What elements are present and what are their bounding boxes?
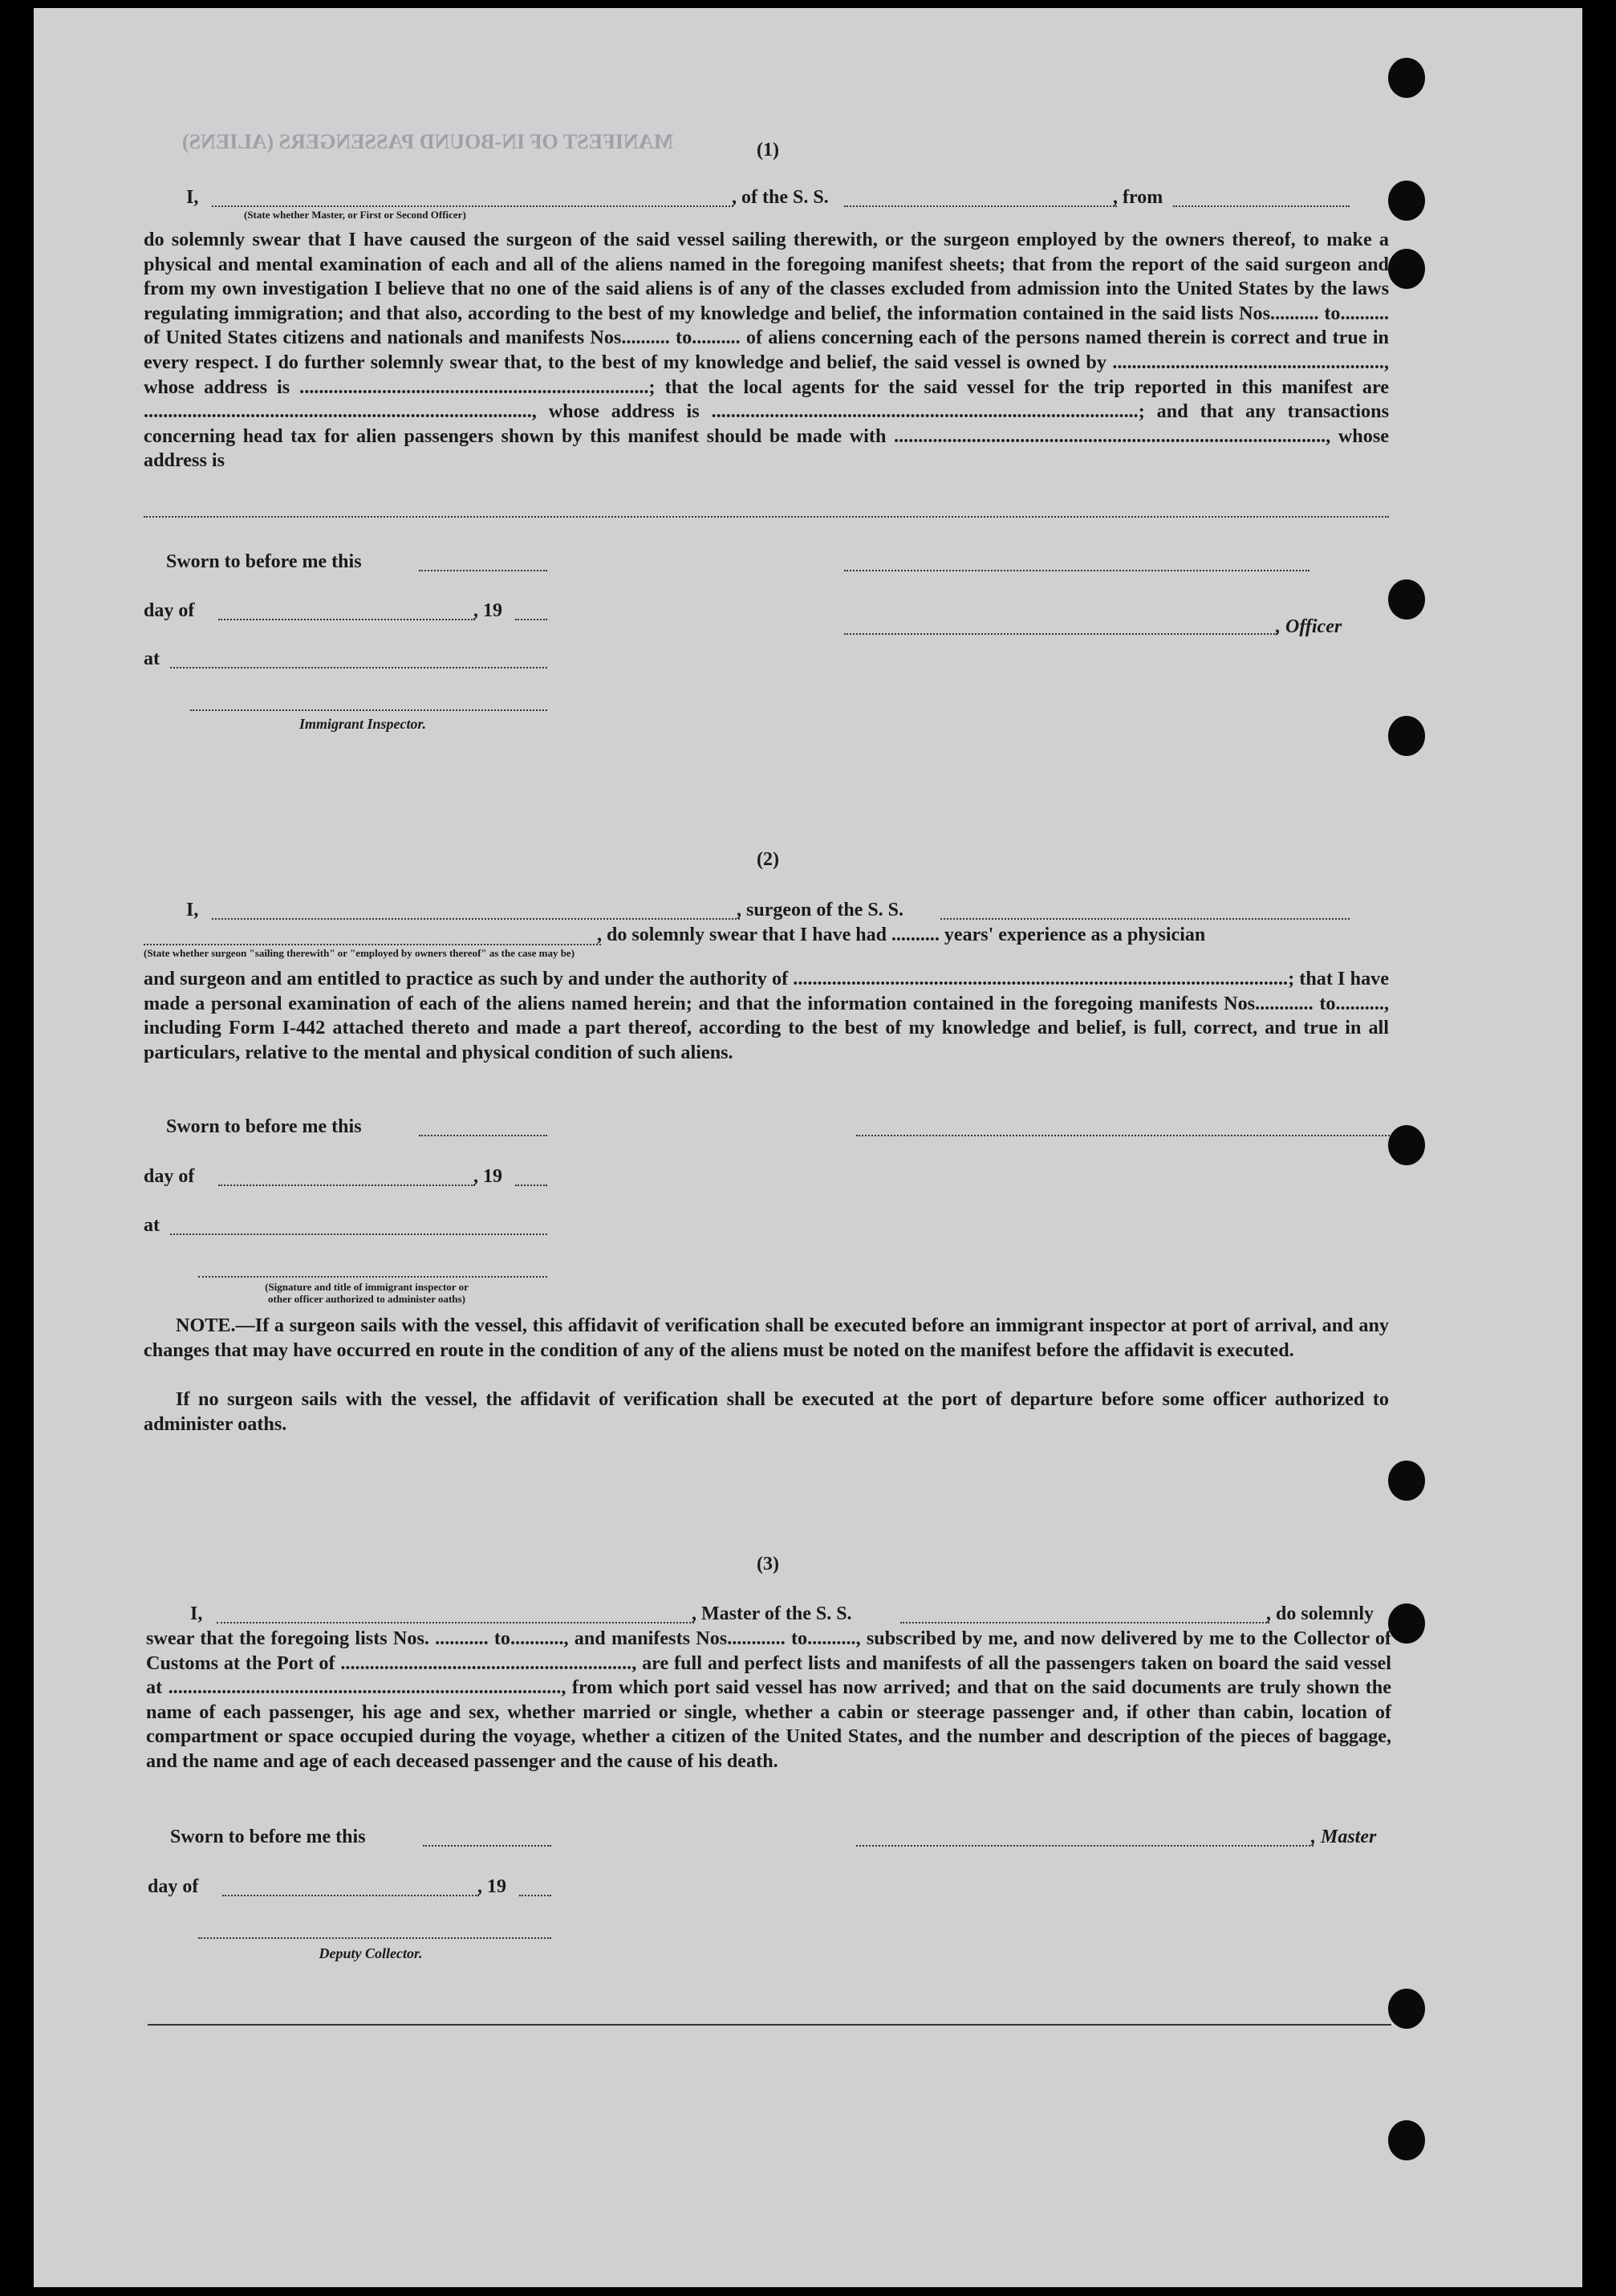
s1-officer-label: , Officer: [1276, 616, 1342, 637]
s2-I-label: I,: [186, 900, 199, 920]
s3-master-sig-line: [856, 1845, 1314, 1847]
s2-name-line: [212, 918, 740, 920]
punch-hole: [1388, 1603, 1425, 1644]
s1-sworn-line: [419, 570, 547, 571]
s2-day-label: day of: [144, 1166, 195, 1187]
s2-ship-line: [940, 918, 1350, 920]
s3-sworn-line: [423, 1845, 551, 1847]
s2-at-label: at: [144, 1215, 160, 1236]
punch-hole: [1388, 579, 1425, 620]
document-page: [34, 8, 1582, 2287]
s1-day-label: day of: [144, 600, 195, 621]
punch-hole: [1388, 58, 1425, 98]
s1-I-label: I,: [186, 187, 199, 208]
s2-oath-text: and surgeon and am entitled to practice as such by and under the authority of ......................................................................................................; that I have made a personal examination of each of the aliens named herein; and that the information contained in the foregoing manifests Nos............ to.........., including Form I-442 attached thereto and made a part thereof, according to the best of my knowledge and belief, is full, correct, and true in all particulars, relative to the mental and physical condition of such aliens.: [144, 968, 1389, 1063]
s1-from-line: [1173, 205, 1350, 207]
s3-oath-text: swear that the foregoing lists Nos. ........... to..........., and manifests Nos............ to.........., subscribed by me, and now delivered by me to the Collector of Customs at the Port of ............................................................, are full and perfect lists and manifests of all the passengers taken on board the said vessel at ................................................................................., from which port said vessel has now arrived; and that on the said documents are truly shown the name of each passenger, his age and sex, whether married or single, whether a cabin or steerage passenger and, if other than cabin, location of compartment or space occupied during the voyage, whether a citizen of the United States, and the number and description of the pieces of baggage, and the name and age of each deceased passenger and the cause of his death.: [146, 1628, 1391, 1772]
s3-day-line: [222, 1895, 479, 1896]
s2-sig-caption-1: (Signature and title of immigrant inspector or: [265, 1281, 469, 1293]
s2-surgeon-type-line: [144, 944, 601, 945]
s2-surgeon-label: , surgeon of the S. S.: [737, 900, 904, 920]
s3-master-sig-label: , Master: [1311, 1827, 1377, 1847]
s1-officer-line: [844, 633, 1277, 635]
section-1-number: (1): [757, 140, 779, 161]
punch-hole: [1388, 181, 1425, 221]
s1-name-line: [212, 205, 733, 207]
s3-ship-line: [900, 1622, 1269, 1623]
s2-sworn-label: Sworn to before me this: [166, 1116, 362, 1137]
punch-hole: [1388, 249, 1425, 289]
punch-hole: [1388, 1989, 1425, 2029]
s2-surgeon-caption: (State whether surgeon "sailing therewith" or "employed by owners thereof" as the case may be): [144, 947, 575, 959]
s3-deputy-caption: Deputy Collector.: [319, 1945, 423, 1961]
s2-sworn-line: [419, 1135, 547, 1136]
s2-day-line: [218, 1185, 475, 1186]
s2-year-line: [515, 1185, 547, 1186]
s2-year-label: , 19: [473, 1166, 502, 1187]
s3-name-line: [217, 1622, 694, 1623]
s1-inspector-caption: Immigrant Inspector.: [298, 716, 427, 732]
s2-inspector-line: [198, 1276, 547, 1278]
s3-year-label: , 19: [477, 1876, 506, 1897]
s1-ss-label: , of the S. S.: [732, 187, 829, 208]
s1-sworn-label: Sworn to before me this: [166, 551, 362, 572]
punch-hole: [1388, 716, 1425, 756]
s3-I-label: I,: [190, 1603, 203, 1624]
s3-year-line: [519, 1895, 551, 1896]
s2-note-1: NOTE.—If a surgeon sails with the vessel, this affidavit of verification shall be executed before an immigrant inspector at port of arrival, and any changes that may have occurred en route in the condition of any of the aliens must be noted on the manifest before the affidavit is executed.: [144, 1315, 1389, 1361]
s1-at-label: at: [144, 648, 160, 669]
s1-year-label: , 19: [473, 600, 502, 621]
s2-sig-caption-2: other officer authorized to administer oaths): [268, 1293, 465, 1305]
s1-ship-line: [844, 205, 1117, 207]
s1-address-line: [144, 516, 1389, 518]
s1-officer-top-line: [844, 570, 1309, 571]
s3-deputy-line: [198, 1937, 551, 1939]
punch-hole: [1388, 2120, 1425, 2160]
s1-master-caption: (State whether Master, or First or Second Officer): [244, 209, 466, 221]
s3-day-label: day of: [148, 1876, 199, 1897]
s2-signature-line: [856, 1135, 1390, 1136]
bleed-through-header: MANIFEST OF IN-BOUND PASSENGERS (ALIENS): [182, 130, 674, 153]
bottom-rule: [148, 2024, 1391, 2026]
section-3-number: (3): [757, 1554, 779, 1575]
s2-at-line: [170, 1233, 547, 1235]
s1-at-line: [170, 667, 547, 668]
s1-from-label: , from: [1113, 187, 1163, 208]
s3-solemnly-label: , do solemnly: [1266, 1603, 1374, 1624]
s1-day-line: [218, 619, 475, 620]
s2-note-2: If no surgeon sails with the vessel, the affidavit of verification shall be executed at the port of departure before some officer authorized to administer oaths.: [144, 1388, 1389, 1435]
s1-inspector-line: [190, 709, 547, 711]
punch-hole: [1388, 1125, 1425, 1165]
punch-hole: [1388, 1461, 1425, 1501]
section-2-number: (2): [757, 849, 779, 870]
s1-year-line: [515, 619, 547, 620]
s2-swear-label: , do solemnly swear that I have had .......... years' experience as a physician: [597, 924, 1206, 945]
s3-sworn-label: Sworn to before me this: [170, 1827, 366, 1847]
s1-oath-text: do solemnly swear that I have caused the surgeon of the said vessel sailing therewith, or the surgeon employed by the owners thereof, to make a physical and mental examination of each and all of the aliens named in the foregoing manifest sheets; that from the report of the said surgeon and from my own investigation I believe that no one of the said aliens is of any of the classes excluded from admission into the United States by the laws regulating immigration; and that also, according to the best of my knowledge and belief, the information contained in the said lists Nos.......... to.......... of United States citizens and nationals and manifests Nos.......... to.......... of aliens concerning each of the persons named therein is correct and true in every respect. I do further solemnly swear that, to the best of my knowledge and belief, the said vessel is owned by ........................................................, whose address is ........................................................................; that the local agents for the said vessel for the trip reported in this manifest are ................................................................................, whose address is ........................................................................................; and that any transactions concerning head tax for alien passengers shown by this manifest should be made with ........................................................................................., whose address is: [144, 229, 1389, 472]
s3-master-label: , Master of the S. S.: [692, 1603, 852, 1624]
